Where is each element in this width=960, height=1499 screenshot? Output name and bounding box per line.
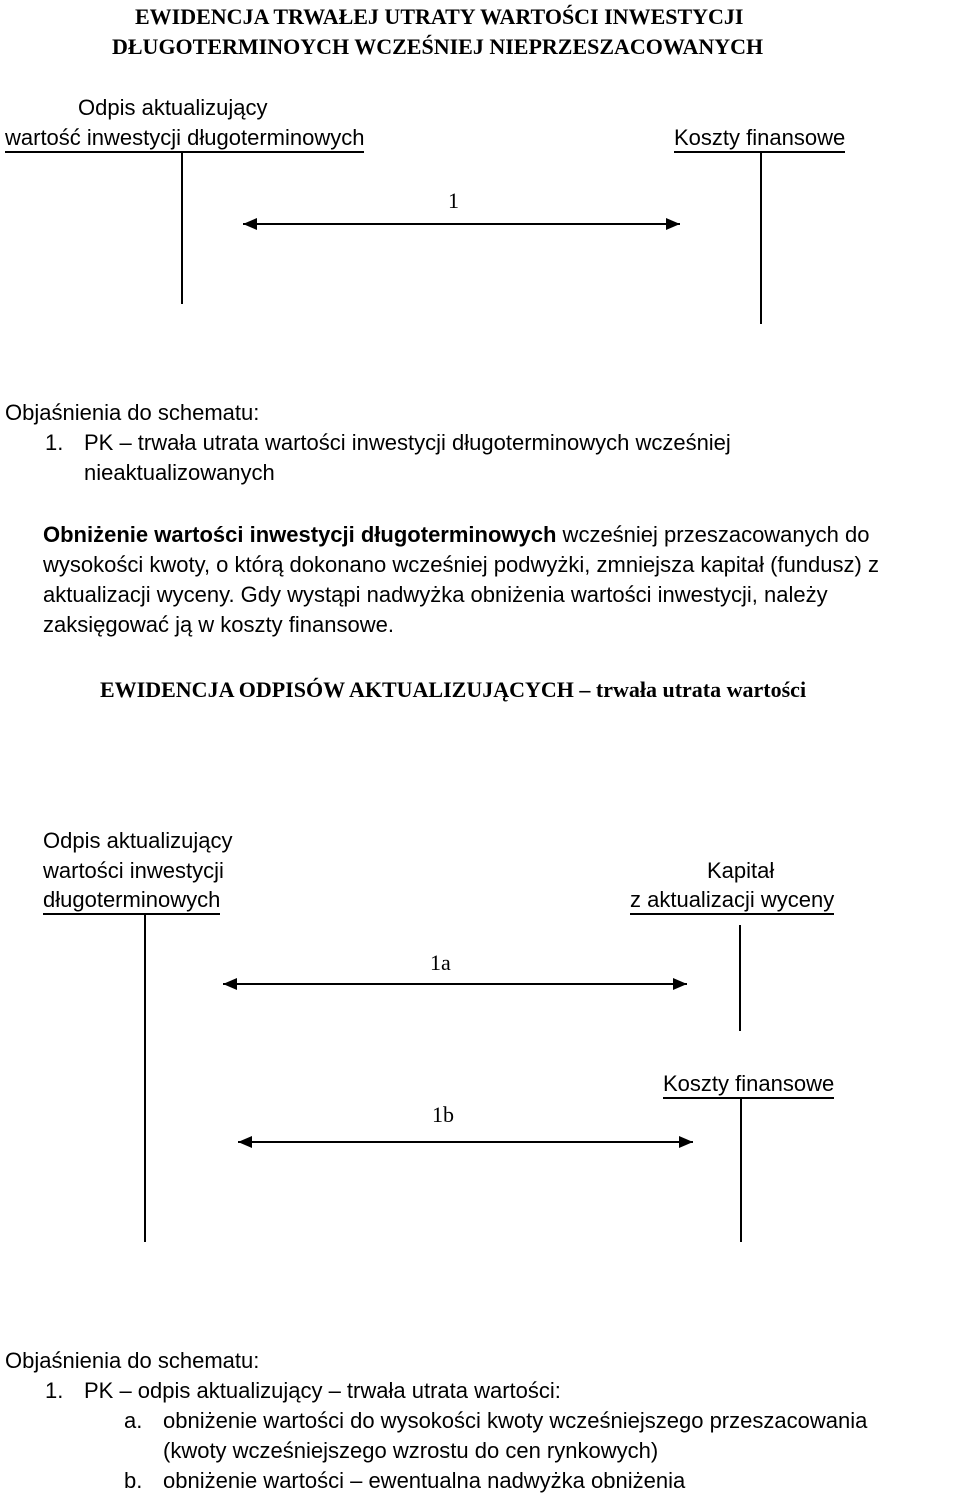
account3-right-label: Koszty finansowe	[663, 1070, 834, 1099]
section2-title: EWIDENCJA ODPISÓW AKTUALIZUJĄCYCH – trwała utrata wartości	[100, 677, 807, 702]
explanations-heading-1: Objaśnienia do schematu:	[5, 400, 260, 425]
account-left-label-line2: wartość inwestycji długoterminowych	[5, 124, 364, 153]
account-right-t-line	[760, 152, 762, 324]
explanation2-number: 1.	[45, 1378, 64, 1403]
account2-right-label-line2: z aktualizacji wyceny	[630, 886, 834, 915]
explanations-heading-2: Objaśnienia do schematu:	[5, 1348, 260, 1373]
paragraph-bold-text: Obniżenie wartości inwestycji długoterminowych	[43, 522, 557, 547]
arrow-label-1: 1	[448, 188, 459, 213]
paragraph-rest-text: wcześniej przeszacowanych do wysokości kwoty, o którą dokonano wcześniej podwyżki, zmniejsza kapitał (fundusz) z aktualizacji wyceny. Gdy wystąpi nadwyżka obniżenia wartości inwestycji, należy zaksięgować ją w koszty finansowe.	[43, 522, 879, 637]
explanation-line1: PK – trwała utrata wartości inwestycji długoterminowych wcześniej	[84, 430, 731, 455]
account2-right-label-line1: Kapitał	[707, 858, 775, 883]
item-a-marker: a.	[124, 1408, 143, 1433]
account-left-label-line1: Odpis aktualizujący	[78, 95, 268, 120]
explanation2-main: PK – odpis aktualizujący – trwała utrata wartości:	[84, 1378, 561, 1403]
explanation-line2: nieaktualizowanych	[84, 460, 275, 485]
account2-left-label-line3: długoterminowych	[43, 886, 220, 915]
account3-right-t-line	[740, 1098, 742, 1242]
item-a-line2: (kwoty wcześniejszego wzrostu do cen rynkowych)	[163, 1438, 659, 1463]
account-right-label: Koszty finansowe	[674, 124, 845, 153]
section1-title-line2: DŁUGOTERMINOYCH WCZEŚNIEJ NIEPRZESZACOWANYCH	[112, 34, 764, 59]
item-a-line1: obniżenie wartości do wysokości kwoty wcześniejszego przeszacowania	[163, 1408, 868, 1433]
item-b-line1: obniżenie wartości – ewentualna nadwyżka obniżenia	[163, 1468, 686, 1493]
double-arrow-1	[243, 218, 680, 230]
arrow-label-1b: 1b	[432, 1102, 454, 1127]
account2-right-t-line	[739, 925, 741, 1031]
account2-left-t-line	[144, 914, 146, 1242]
account2-left-label-line2: wartości inwestycji	[43, 858, 224, 883]
account2-left-label-line1: Odpis aktualizujący	[43, 828, 233, 853]
explanatory-paragraph	[43, 520, 958, 640]
item-b-marker: b.	[124, 1468, 143, 1493]
section1-title-line1: EWIDENCJA TRWAŁEJ UTRATY WARTOŚCI INWESTYCJI	[135, 4, 744, 29]
double-arrow-1b	[238, 1136, 693, 1148]
account-left-t-line	[181, 152, 183, 304]
explanation-number-1: 1.	[45, 430, 64, 455]
arrow-label-1a: 1a	[430, 950, 451, 975]
double-arrow-1a	[223, 978, 687, 990]
